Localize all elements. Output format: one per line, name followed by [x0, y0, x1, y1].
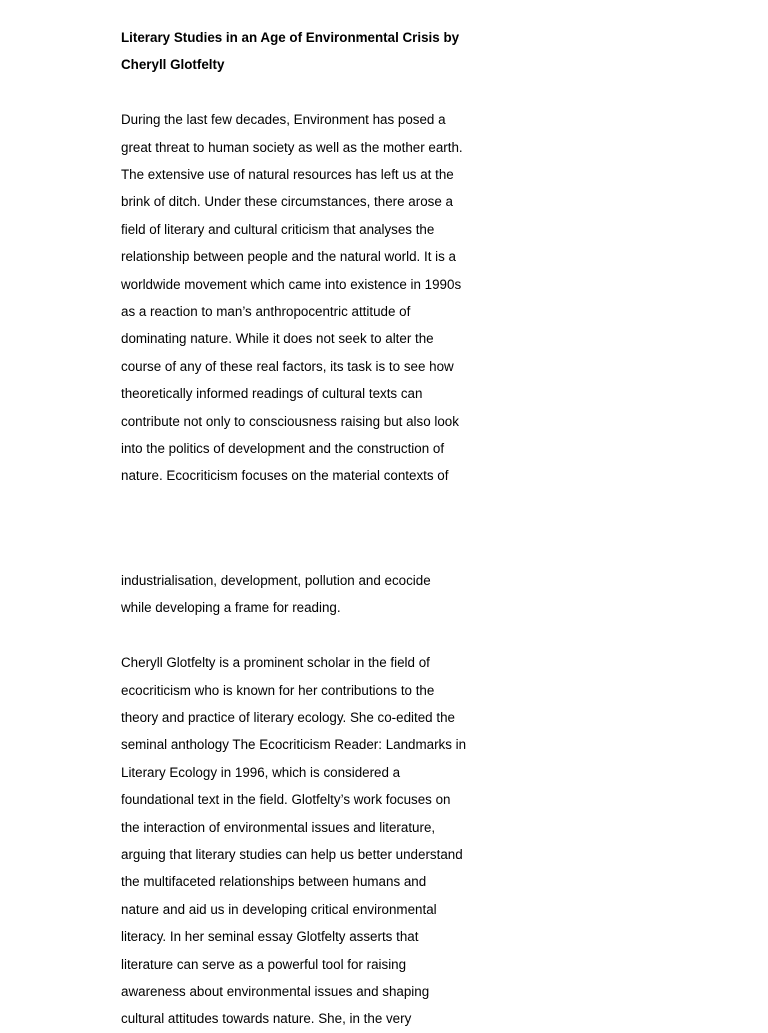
title-line: Literary Studies in an Age of Environmental Crisis by	[121, 30, 460, 45]
paragraph-line: foundational text in the field. Glotfelty’s work focuses on	[121, 792, 451, 808]
paragraph-line: field of literary and cultural criticism that analyses the	[121, 221, 435, 237]
document-page	[121, 24, 471, 1033]
paragraph-line: into the politics of development and the construction of	[121, 441, 445, 457]
paragraph-spacer	[121, 622, 471, 649]
document-title	[121, 24, 471, 79]
paragraph-line: contribute not only to consciousness raising but also look	[121, 413, 459, 429]
paragraph-line: great threat to human society as well as the mother earth.	[121, 139, 463, 155]
paragraph-line: literacy. In her seminal essay Glotfelty asserts that	[121, 929, 419, 945]
paragraph-line: arguing that literary studies can help us better understand	[121, 846, 463, 862]
paragraph-line: relationship between people and the natural world. It is a	[121, 249, 456, 265]
paragraph-line: brink of ditch. Under these circumstances, there arose a	[121, 194, 453, 210]
page-break-spacer	[121, 490, 471, 567]
paragraph-line: Literary Ecology in 1996, which is considered a	[121, 764, 401, 780]
paragraph-line: dominating nature. While it does not seek to alter the	[121, 331, 434, 347]
paragraph-line: worldwide movement which came into existence in 1990s	[121, 276, 462, 292]
paragraph-line: literature can serve as a powerful tool for raising	[121, 956, 407, 972]
paragraph-line: nature. Ecocriticism focuses on the material contexts of	[121, 468, 449, 484]
paragraph-line: course of any of these real factors, its task is to see how	[121, 358, 454, 374]
paragraph-line: Cheryll Glotfelty is a prominent scholar in the field of	[121, 655, 430, 671]
paragraph-line: seminal anthology The Ecocriticism Reader: Landmarks in	[121, 737, 467, 753]
paragraph-line: the multifaceted relationships between humans and	[121, 874, 427, 890]
paragraph-intro-continued	[121, 567, 471, 622]
paragraph-glotfelty	[121, 649, 471, 1033]
paragraph-line: During the last few decades, Environment has posed a	[121, 112, 446, 128]
paragraph-line: theoretically informed readings of cultural texts can	[121, 386, 423, 402]
paragraph-spacer	[121, 79, 471, 106]
paragraph-line: industrialisation, development, pollution and ecocide	[121, 572, 431, 588]
paragraph-line: as a reaction to man’s anthropocentric attitude of	[121, 304, 411, 320]
title-line: Cheryll Glotfelty	[121, 57, 225, 73]
paragraph-line: while developing a frame for reading.	[121, 600, 341, 616]
paragraph-line: cultural attitudes towards nature. She, in the very	[121, 1011, 412, 1027]
paragraph-line: awareness about environmental issues and shaping	[121, 983, 430, 999]
paragraph-line: nature and aid us in developing critical environmental	[121, 901, 437, 917]
paragraph-line: The extensive use of natural resources has left us at the	[121, 167, 454, 183]
paragraph-line: theory and practice of literary ecology. She co-edited the	[121, 709, 455, 725]
paragraph-line: the interaction of environmental issues and literature,	[121, 819, 436, 835]
paragraph-line: ecocriticism who is known for her contributions to the	[121, 682, 435, 698]
paragraph-intro	[121, 106, 471, 490]
